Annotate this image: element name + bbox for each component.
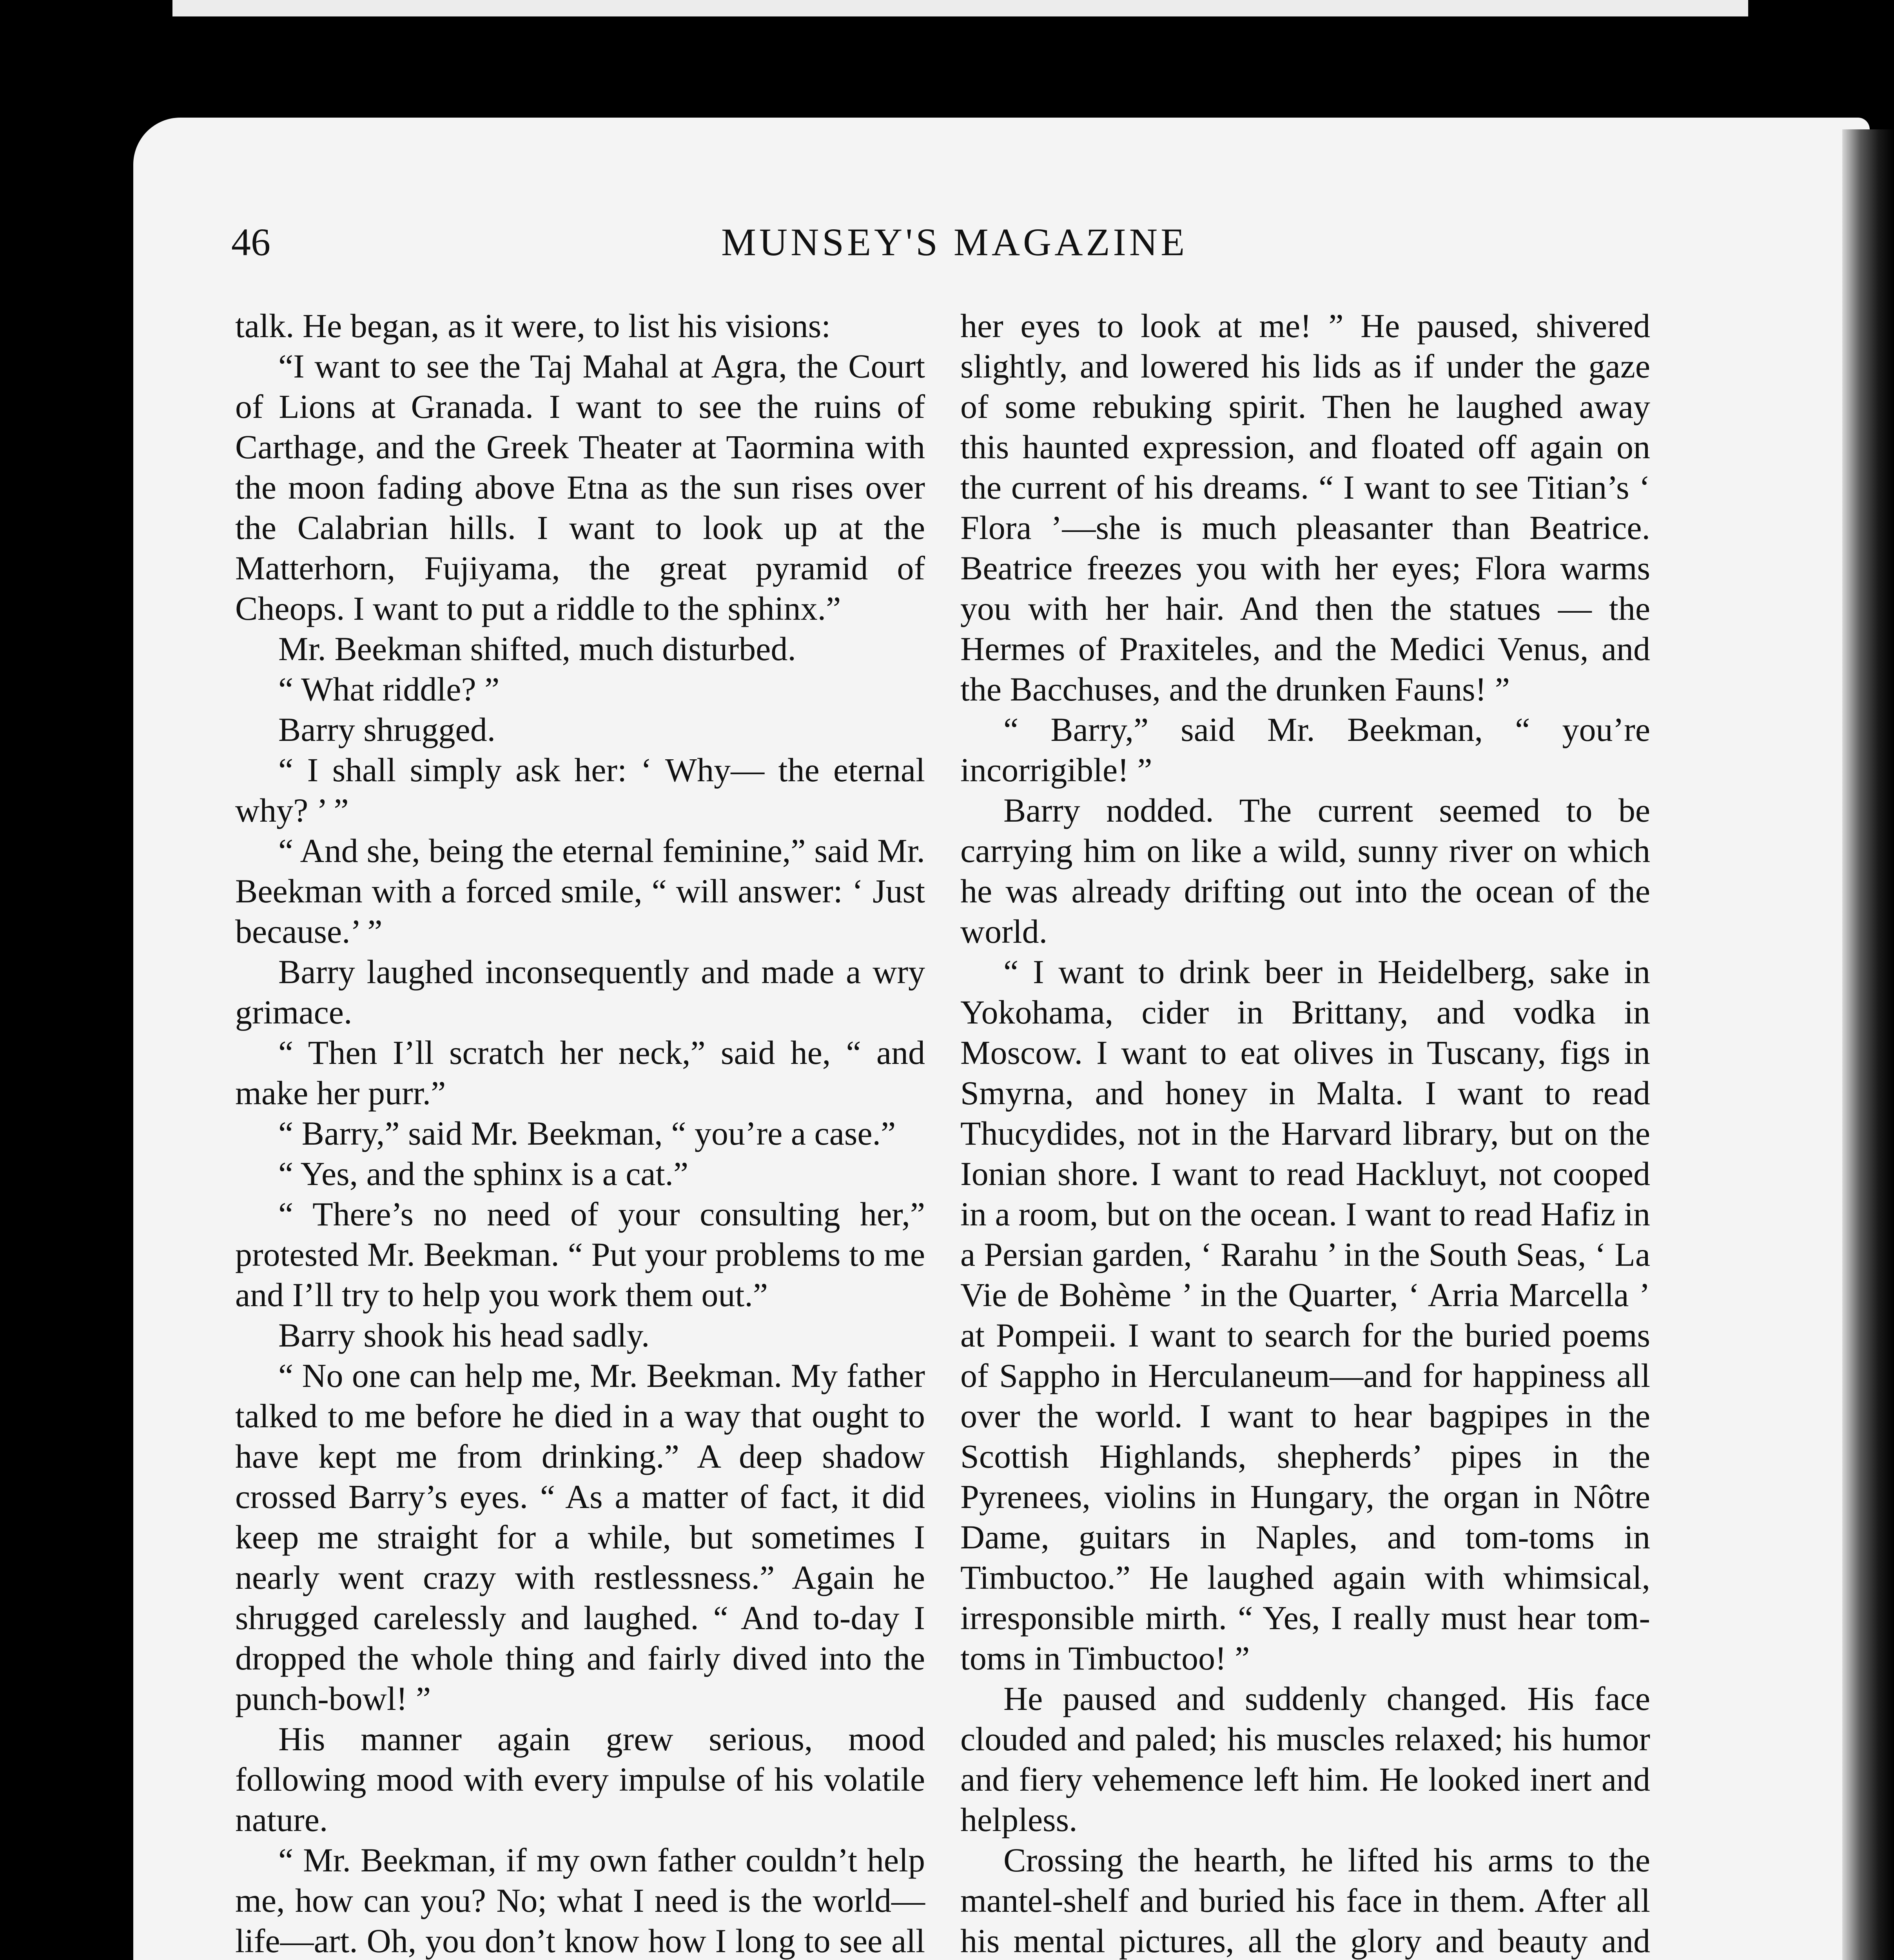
paragraph: He paused and suddenly changed. His face clouded and paled; his muscles relaxed; his humor and fiery vehemence left him. He looked inert and helpless. (960, 1680, 1650, 1838)
paragraph: Barry laughed inconsequently and made a wry grimace. (235, 953, 925, 1031)
paragraph: “ Mr. Beekman, if my own father couldn’t help me, how can you? No; what I need is the world—life—art. Oh, you don’t know how I long to see all (235, 1841, 925, 1960)
paragraph: Crossing the hearth, he lifted his arms to the mantel-shelf and buried his face in them. After all his mental pictures, all the glory and beauty and (960, 1841, 1650, 1960)
scan-top-edge (172, 0, 1748, 16)
paragraph: “ Barry,” said Mr. Beekman, “ you’re a case.” (278, 1114, 896, 1152)
paragraph: “ What riddle? ” (278, 670, 500, 708)
page-number: 46 (231, 220, 270, 264)
paragraph: Barry shrugged. (278, 711, 496, 748)
paragraph: His manner again grew serious, mood following mood with every impulse of his volatile nature. (235, 1720, 925, 1838)
paragraph: “ I want to drink beer in Heidelberg, sake in Yokohama, cider in Brittany, and vodka in Moscow. I want to eat olives in Tuscany, figs in Smyrna, and honey in Malta. I want to read Thucydides, not in the Harvard library, but on the Ionian shore. I want to read Hackluyt, not cooped in a room, but on the ocean. I want to read Hafiz in a Persian garden, ‘ Rarahu ’ in the South Seas, ‘ La Vie de Bohème ’ in the Quarter, ‘ Arria Marcella ’ at Pompeii. I want to search for the buried poems of Sappho in Herculaneum—and for happiness all over the world. I want to hear bagpipes in the Scottish Highlands, shepherds’ pipes in the Pyrenees, violins in Hungary, the organ in Nôtre Dame, guitars in Naples, and tom-toms in Timbuctoo.” He laughed again with whimsical, irresponsible mirth. “ Yes, I really must hear tom-toms in Timbuctoo! ” (960, 953, 1650, 1677)
paragraph: “ Then I’ll scratch her neck,” said he, “ and make her purr.” (235, 1034, 925, 1112)
paragraph: “I want to see the Taj Mahal at Agra, the Court of Lions at Granada. I want to see the ruins of Carthage, and the Greek Theater at Taormina with the moon fading above Etna as the sun rises over the Calabrian hills. I want to look up at the Matterhorn, Fujiyama, the great pyramid of Cheops. I want to put a riddle to the sphinx.” (235, 347, 925, 627)
paragraph: “ And she, being the eternal feminine,” said Mr. Beekman with a forced smile, “ will answer: ‘ Just because.’ ” (235, 832, 925, 950)
paragraph: Barry shook his head sadly. (278, 1316, 650, 1354)
paragraph: Barry nodded. The current seemed to be carrying him on like a wild, sunny river on which he was already drifting out into the ocean of the world. (960, 791, 1650, 950)
paragraph: “ Barry,” said Mr. Beekman, “ you’re incorrigible! ” (960, 711, 1650, 789)
page-header (231, 220, 1642, 267)
paragraph: Mr. Beekman shifted, much disturbed. (278, 630, 796, 668)
paragraph: “ Yes, and the sphinx is a cat.” (278, 1155, 689, 1192)
running-title: MUNSEY'S MAGAZINE (721, 220, 1188, 264)
paragraph: “ No one can help me, Mr. Beekman. My father talked to me before he died in a way that ought to have kept me from drinking.” A deep shadow crossed Barry’s eyes. “ As a matter of fact, it did keep me straight for a while, but sometimes I nearly went crazy with restlessness.” Again he shrugged carelessly and laughed. “ And to-day I dropped the whole thing and fairly dived into the punch-bowl! ” (235, 1357, 925, 1717)
right-text-column (960, 306, 1650, 1960)
page-gutter-shadow (1842, 129, 1894, 1960)
paragraph: talk. He began, as it were, to list his visions: (235, 307, 831, 345)
left-text-column (235, 306, 925, 1960)
paragraph: her eyes to look at me! ” He paused, shivered slightly, and lowered his lids as if under the gaze of some rebuking spirit. Then he laughed away this haunted expression, and floated off again on the current of his dreams. “ I want to see Titian’s ‘ Flora ’—she is much pleasanter than Beatrice. Beatrice freezes you with her eyes; Flora warms you with her hair. And then the statues — the Hermes of Praxiteles, and the Medici Venus, and the Bacchuses, and the drunken Fauns! ” (960, 307, 1650, 708)
paragraph: “ I shall simply ask her: ‘ Why— the eternal why? ’ ” (235, 751, 925, 829)
paragraph: “ There’s no need of your consulting her,” protested Mr. Beekman. “ Put your problems to me and I’ll try to help you work them out.” (235, 1195, 925, 1314)
